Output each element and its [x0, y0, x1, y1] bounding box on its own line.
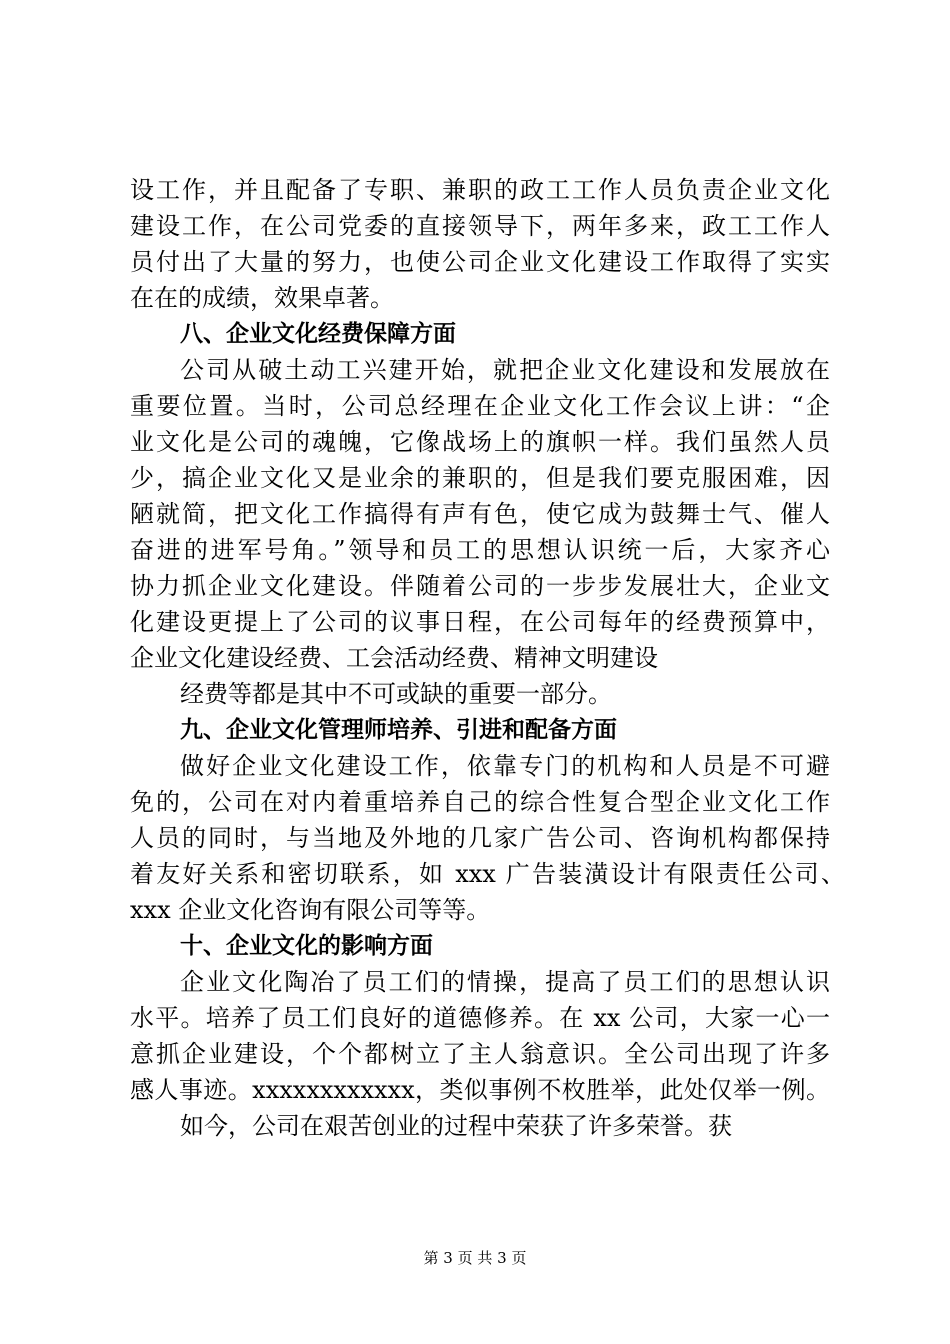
paragraph-line: 重要位置。当时，公司总经理在企业文化工作会议上讲：“企 — [130, 392, 830, 420]
page-footer: 第 3 页 共 3 页 — [423, 1249, 527, 1267]
paragraph-line: 做好企业文化建设工作，依靠专门的机构和人员是不可避 — [180, 752, 830, 780]
section-heading-8: 八、企业文化经费保障方面 — [180, 321, 456, 347]
paragraph-line: 少，搞企业文化又是业余的兼职的，但是我们要克服困难，因 — [130, 464, 830, 492]
paragraph-line: 水平。培养了员工们良好的道德修养。在 xx 公司，大家一心一 — [130, 1004, 830, 1032]
paragraph-line: xxx 企业文化咨询有限公司等等。 — [130, 896, 491, 924]
paragraph-line: 免的，公司在对内着重培养自己的综合性复合型企业文化工作 — [130, 788, 830, 816]
paragraph-line: 公司从破土动工兴建开始，就把企业文化建设和发展放在 — [180, 356, 830, 384]
section-heading-10: 十、企业文化的影响方面 — [180, 933, 433, 959]
section-heading-9: 九、企业文化管理师培养、引进和配备方面 — [180, 717, 617, 743]
paragraph-line: 感人事迹。xxxxxxxxxxxx，类似事例不枚胜举，此处仅举一例。 — [130, 1076, 830, 1104]
paragraph-line: 陋就简，把文化工作搞得有声有色，使它成为鼓舞士气、催人 — [130, 500, 830, 528]
paragraph-line: 人员的同时，与当地及外地的几家广告公司、咨询机构都保持 — [130, 824, 830, 852]
paragraph-line: 奋进的进军号角。”领导和员工的思想认识统一后，大家齐心 — [130, 536, 830, 564]
paragraph-line: 企业文化陶冶了员工们的情操，提高了员工们的思想认识 — [180, 968, 830, 996]
paragraph-line: 协力抓企业文化建设。伴随着公司的一步步发展壮大，企业文 — [130, 572, 830, 600]
paragraph-line: 设工作，并且配备了专职、兼职的政工工作人员负责企业文化 — [130, 176, 830, 204]
paragraph-line: 如今，公司在艰苦创业的过程中荣获了许多荣誉。获 — [180, 1112, 732, 1140]
paragraph-line: 着友好关系和密切联系，如 xxx 广告装潢设计有限责任公司、 — [130, 860, 845, 888]
paragraph-line: 经费等都是其中不可或缺的重要一部分。 — [180, 680, 612, 708]
paragraph-line: 业文化是公司的魂魄，它像战场上的旗帜一样。我们虽然人员 — [130, 428, 830, 456]
paragraph-line: 在在的成绩，效果卓著。 — [130, 284, 394, 312]
paragraph-line: 企业文化建设经费、工会活动经费、精神文明建设 — [130, 644, 658, 672]
paragraph-line: 意抓企业建设，个个都树立了主人翁意识。全公司出现了许多 — [130, 1040, 830, 1068]
paragraph-line: 员付出了大量的努力，也使公司企业文化建设工作取得了实实 — [130, 248, 830, 276]
paragraph-line: 化建设更提上了公司的议事日程，在公司每年的经费预算中， — [130, 608, 830, 636]
paragraph-line: 建设工作，在公司党委的直接领导下，两年多来，政工工作人 — [130, 212, 830, 240]
